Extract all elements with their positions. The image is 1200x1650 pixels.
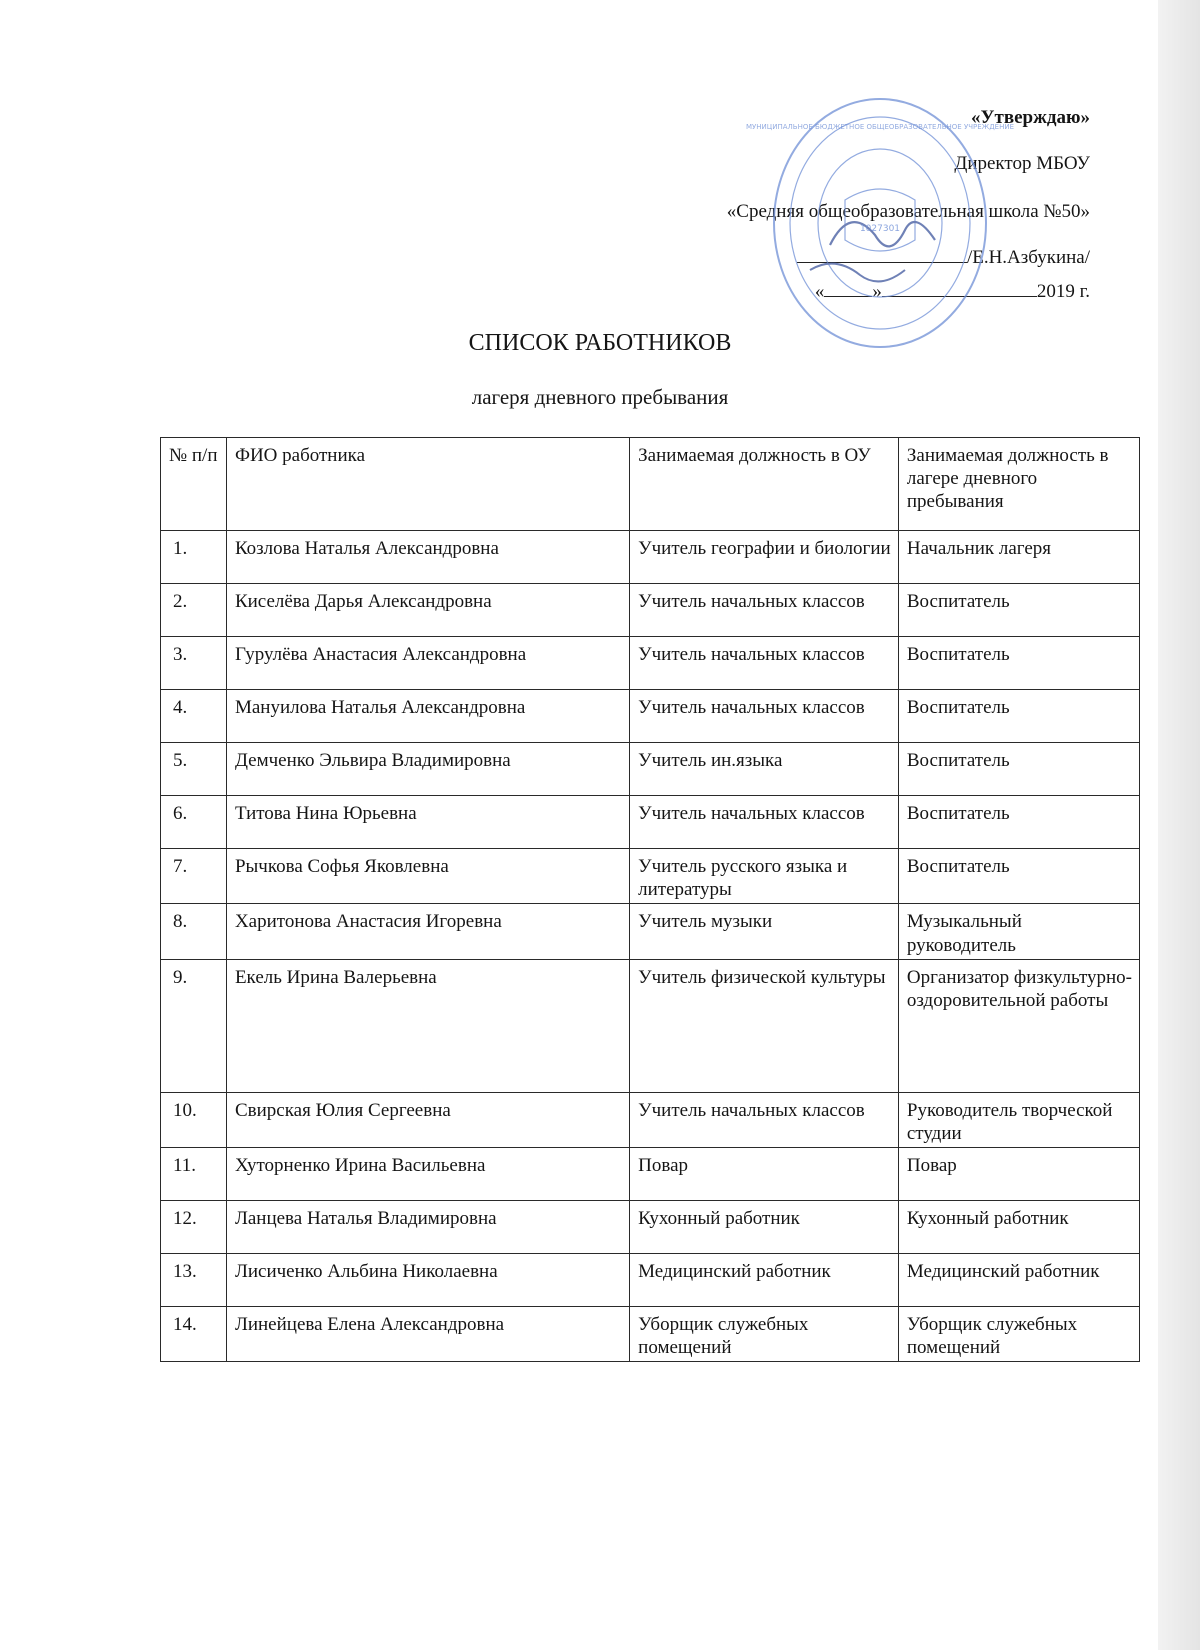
approval-signature-name: /Е.Н.Азбукина/ — [966, 247, 1090, 268]
header-camp-position: Занимаемая должность в лагере дневного пребывания — [898, 438, 1139, 531]
row-camp-position: Начальник лагеря — [898, 531, 1139, 584]
row-name: Хуторненко Ирина Васильевна — [226, 1148, 629, 1201]
row-camp-position: Уборщик служебных помещений — [898, 1307, 1139, 1362]
row-school-position: Учитель музыки — [630, 904, 899, 959]
header-number: № п/п — [161, 438, 227, 531]
row-name: Демченко Эльвира Владимировна — [226, 743, 629, 796]
row-number: 7. — [161, 849, 227, 904]
row-number: 12. — [161, 1201, 227, 1254]
row-name: Линейцева Елена Александровна — [226, 1307, 629, 1362]
table-row — [161, 531, 1140, 584]
row-camp-position: Руководитель творческой студии — [898, 1092, 1139, 1147]
row-camp-position: Воспитатель — [898, 637, 1139, 690]
row-camp-position: Воспитатель — [898, 796, 1139, 849]
row-name: Мануилова Наталья Александровна — [226, 690, 629, 743]
row-camp-position: Организатор физкультурно-оздоровительной работы — [898, 959, 1139, 1092]
date-year: 2019 г. — [1036, 281, 1090, 302]
row-name: Екель Ирина Валерьевна — [226, 959, 629, 1092]
date-close-quote: » — [872, 281, 882, 302]
table-row — [161, 1254, 1140, 1307]
row-camp-position: Кухонный работник — [898, 1201, 1139, 1254]
row-camp-position: Воспитатель — [898, 743, 1139, 796]
row-camp-position: Повар — [898, 1148, 1139, 1201]
row-school-position: Медицинский работник — [630, 1254, 899, 1307]
row-school-position: Учитель начальных классов — [630, 690, 899, 743]
row-camp-position: Воспитатель — [898, 849, 1139, 904]
table-row — [161, 1307, 1140, 1362]
row-name: Гурулёва Анастасия Александровна — [226, 637, 629, 690]
document-title: СПИСОК РАБОТНИКОВ — [468, 330, 732, 356]
row-number: 10. — [161, 1092, 227, 1147]
row-school-position: Учитель начальных классов — [630, 584, 899, 637]
approval-role: Директор МБОУ — [954, 153, 1090, 174]
table-row — [161, 904, 1140, 959]
table-row — [161, 743, 1140, 796]
table-row — [161, 637, 1140, 690]
row-school-position: Учитель начальных классов — [630, 637, 899, 690]
row-camp-position: Медицинский работник — [898, 1254, 1139, 1307]
staff-table — [160, 437, 1140, 1362]
row-number: 8. — [161, 904, 227, 959]
row-number: 3. — [161, 637, 227, 690]
stamp-ring-text: МУНИЦИПАЛЬНОЕ БЮДЖЕТНОЕ ОБЩЕОБРАЗОВАТЕЛЬНОЕ УЧРЕЖДЕНИЕ — [745, 123, 1015, 131]
row-number: 9. — [161, 959, 227, 1092]
row-number: 5. — [161, 743, 227, 796]
row-number: 1. — [161, 531, 227, 584]
table-row — [161, 690, 1140, 743]
table-header-row — [161, 438, 1140, 531]
row-name: Козлова Наталья Александровна — [226, 531, 629, 584]
row-school-position: Учитель ин.языка — [630, 743, 899, 796]
table-row — [161, 1148, 1140, 1201]
table-row — [161, 849, 1140, 904]
row-school-position: Повар — [630, 1148, 899, 1201]
row-school-position: Кухонный работник — [630, 1201, 899, 1254]
row-name: Лисиченко Альбина Николаевна — [226, 1254, 629, 1307]
row-name: Титова Нина Юрьевна — [226, 796, 629, 849]
row-school-position: Учитель русского языка и литературы — [630, 849, 899, 904]
document-subtitle: лагеря дневного пребывания — [471, 385, 729, 409]
row-camp-position: Воспитатель — [898, 584, 1139, 637]
row-school-position: Учитель физической культуры — [630, 959, 899, 1092]
row-camp-position: Воспитатель — [898, 690, 1139, 743]
school-seal-stamp — [745, 95, 1015, 350]
row-school-position: Учитель начальных классов — [630, 796, 899, 849]
row-camp-position: Музыкальный руководитель — [898, 904, 1139, 959]
row-number: 4. — [161, 690, 227, 743]
table-row — [161, 1201, 1140, 1254]
row-name: Харитонова Анастасия Игоревна — [226, 904, 629, 959]
scan-page-edge — [1158, 0, 1200, 1650]
stamp-code: 1027301 — [859, 224, 901, 234]
row-school-position: Уборщик служебных помещений — [630, 1307, 899, 1362]
row-number: 6. — [161, 796, 227, 849]
row-number: 13. — [161, 1254, 227, 1307]
row-name: Рычкова Софья Яковлевна — [226, 849, 629, 904]
approval-organization: «Средняя общеобразовательная школа №50» — [726, 201, 1090, 222]
table-row — [161, 959, 1140, 1092]
date-open-quote: « — [814, 281, 825, 302]
row-name: Ланцева Наталья Владимировна — [226, 1201, 629, 1254]
row-number: 11. — [161, 1148, 227, 1201]
row-number: 14. — [161, 1307, 227, 1362]
table-row — [161, 796, 1140, 849]
approval-title: «Утверждаю» — [971, 107, 1090, 128]
table-row — [161, 1092, 1140, 1147]
header-school-position: Занимаемая должность в ОУ — [630, 438, 899, 531]
table-row — [161, 584, 1140, 637]
row-school-position: Учитель начальных классов — [630, 1092, 899, 1147]
header-name: ФИО работника — [226, 438, 629, 531]
row-number: 2. — [161, 584, 227, 637]
row-name: Свирская Юлия Сергеевна — [226, 1092, 629, 1147]
row-school-position: Учитель географии и биологии — [630, 531, 899, 584]
row-name: Киселёва Дарья Александровна — [226, 584, 629, 637]
